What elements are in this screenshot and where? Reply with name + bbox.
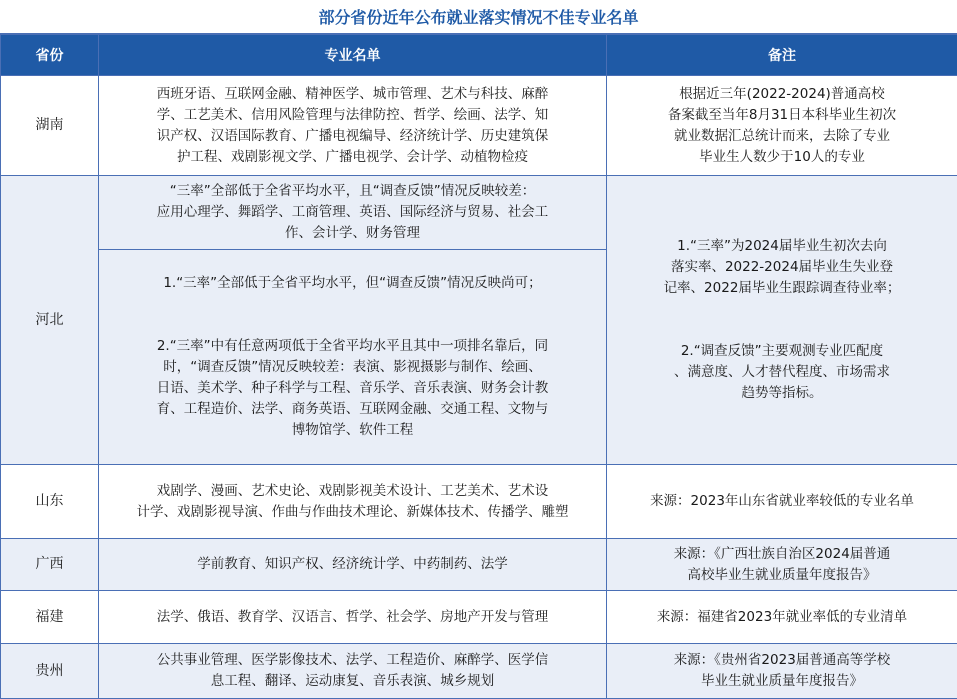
province-cell: 河北 <box>1 176 99 465</box>
notes-text: 来源：《贵州省2023届普通高等学校 毕业生就业质量年度报告》 <box>607 648 957 694</box>
notes-text: 根据近三年(2022-2024)普通高校 备案截至当年8月31日本科毕业生初次 就业数据汇总统计而来，去除了专业 毕业生人数少于10人的专业 <box>607 82 957 170</box>
notes-cell <box>607 644 957 699</box>
notes-cell <box>607 465 957 539</box>
row-hebei-a <box>1 176 957 250</box>
majors-text: 法学、俄语、教育学、汉语言、哲学、社会学、房地产开发与管理 <box>99 605 606 630</box>
row-hunan <box>1 76 957 176</box>
notes-cell <box>607 76 957 176</box>
majors-text-2: 2.“三率”中有任意两项低于全省平均水平且其中一项排名靠后，同 时，“调查反馈”情况反映较差：表演、影视摄影与制作、绘画、 日语、美术学、种子科学与工程、音乐学、音乐表演、财务会计教 育、工程造价、法学、商务英语、互联网金融、交通工程、文物与 博物馆学、软件工程 <box>111 336 594 441</box>
notes-cell <box>607 539 957 591</box>
majors-text: 公共事业管理、医学影像技术、法学、工程造价、麻醉学、医学信 息工程、翻译、运动康复、音乐表演、城乡规划 <box>99 648 606 694</box>
province-cell: 福建 <box>1 591 99 644</box>
notes-text: 来源：福建省2023年就业率低的专业清单 <box>607 605 957 630</box>
province-cell: 广西 <box>1 539 99 591</box>
majors-text: “三率”全部低于全省平均水平，且“调查反馈”情况反映较差： 应用心理学、舞蹈学、工商管理、英语、国际经济与贸易、社会工 作、会计学、财务管理 <box>99 179 606 246</box>
majors-table <box>0 34 957 699</box>
notes-cell <box>607 591 957 644</box>
row-shandong <box>1 465 957 539</box>
notes-text-1: 1.“三率”为2024届毕业生初次去向 落实率、2022-2024届毕业生失业登 记率、2022届毕业生跟踪调查待业率； <box>619 236 945 299</box>
majors-text-1: 1.“三率”全部低于全省平均水平，但“调查反馈”情况反映尚可； <box>111 273 594 294</box>
majors-cell <box>99 591 607 644</box>
majors-cell <box>99 76 607 176</box>
province-cell: 山东 <box>1 465 99 539</box>
province-cell: 湖南 <box>1 76 99 176</box>
majors-text: 西班牙语、互联网金融、精神医学、城市管理、艺术与科技、麻醉 学、工艺美术、信用风险管理与法律防控、哲学、绘画、法学、知 识产权、汉语国际教育、广播电视编导、经济统计学、历史建筑保 护工程、戏剧影视文学、广播电视学、会计学、动植物检疫 <box>99 82 606 170</box>
majors-cell <box>99 176 607 250</box>
majors-text: 学前教育、知识产权、经济统计学、中药制药、法学 <box>99 552 606 577</box>
row-guangxi <box>1 539 957 591</box>
majors-cell <box>99 465 607 539</box>
majors-cell <box>99 644 607 699</box>
majors-cell <box>99 250 607 465</box>
header-row <box>1 35 957 76</box>
notes-text: 来源：《广西壮族自治区2024届普通 高校毕业生就业质量年度报告》 <box>607 542 957 588</box>
header-notes: 备注 <box>607 35 957 76</box>
notes-text-2: 2.“调查反馈”主要观测专业匹配度 、满意度、人才替代程度、市场需求 趋势等指标。 <box>619 341 945 404</box>
header-province: 省份 <box>1 35 99 76</box>
notes-text: 来源：2023年山东省就业率较低的专业名单 <box>607 489 957 514</box>
header-majors: 专业名单 <box>99 35 607 76</box>
row-guizhou <box>1 644 957 699</box>
province-cell: 贵州 <box>1 644 99 699</box>
majors-text: 戏剧学、漫画、艺术史论、戏剧影视美术设计、工艺美术、艺术设 计学、戏剧影视导演、作曲与作曲技术理论、新媒体技术、传播学、雕塑 <box>99 479 606 525</box>
table-title: 部分省份近年公布就业落实情况不佳专业名单 <box>0 0 957 34</box>
notes-cell <box>607 176 957 465</box>
row-fujian <box>1 591 957 644</box>
majors-cell <box>99 539 607 591</box>
